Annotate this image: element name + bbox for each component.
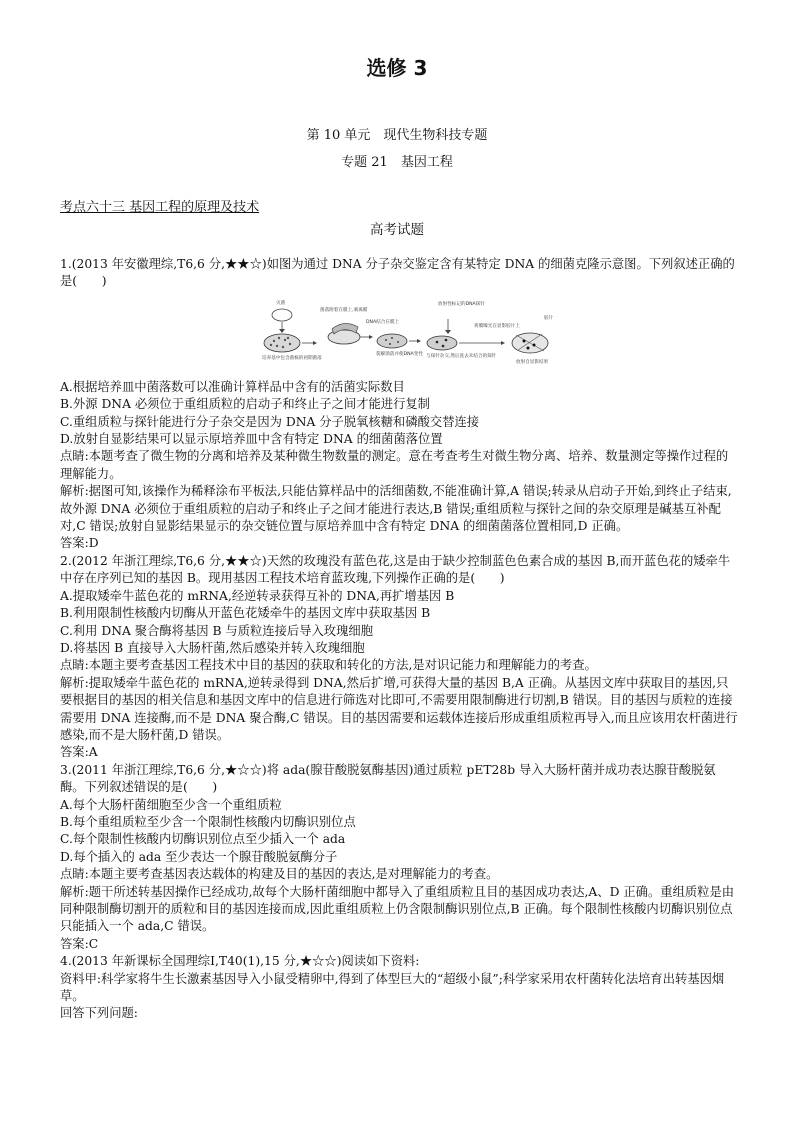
fig-label-10: 放射自显影结果 <box>516 359 549 365</box>
hybrid-membrane-icon <box>427 336 457 350</box>
q2-stem: 2.(2012 年浙江理综,T6,6 分,★★☆)天然的玫瑰没有蓝色花,这是由于缺少控制蓝色色素合成的基因 B,而开蓝色花的矮牵牛中存在序列已知的基因 B。现用基因工程技术培育蓝玫瑰,下列操作正确的是( ) <box>60 553 731 586</box>
q2-answer: 答案:A <box>60 745 98 760</box>
q2-option-b: B.利用限制性核酸内切酶从开蓝色花矮牵牛的基因文库中获取基因 B <box>60 606 431 621</box>
kaodian-heading: 考点六十三 基因工程的原理及技术 <box>60 200 260 215</box>
section-heading: 高考试题 <box>370 222 424 238</box>
q1-comment: 点睛:本题考查了微生物的分离和培养及某种微生物数量的测定。意在考查考生对微生物分离、培养、数量测定等操作过程的理解能力。 <box>60 449 729 481</box>
q3-analysis: 解析:题干所述转基因操作已经成功,故每个大肠杆菌细胞中都导入了重组质粒且目的基因成功表达,A、D 正确。重组质粒是由同种限制酶切割开的质粒和目的基因连接而成,因此重组质粒上仍含限制酶识别位点,B 正确。每个限制性核酸内切酶识别位点只能插入一个 ada,C 错误。 <box>60 884 735 934</box>
fig-label-2: 培养基中包含菌核的初期菌落 <box>262 355 322 361</box>
q2-option-a: A.提取矮牵牛蓝色花的 mRNA,经逆转录获得互补的 DNA,再扩增基因 B <box>60 588 455 603</box>
q1-analysis: 解析:据图可知,该操作为稀释涂布平板法,只能估算样品中的活细菌数,不能准确计算,A 错误;转录从启动子开始,到终止子结束,故外源 DNA 必须位于重组质粒的启动子和终止子之间才能进行表达,B 错误;重组质粒与探针之间的杂交原理是碱基互补配对,C 错误;放射自显影结果显示的杂交链位置与原培养皿中含有特定 DNA 的细菌菌落位置相同,D 正确。 <box>60 484 732 534</box>
q3-stem: 3.(2011 年浙江理综,T6,6 分,★☆☆)将 ada(腺苷酸脱氨酶基因)通过质粒 pET28b 导入大肠杆菌并成功表达腺苷酸脱氨酶。下列叙述错误的是( ) <box>60 762 716 795</box>
q1-figure <box>252 297 616 373</box>
q2-option-d: D.将基因 B 直接导入大肠杆菌,然后感染并转入玫瑰细胞 <box>60 640 365 655</box>
unit-heading: 第 10 单元 现代生物科技专题 <box>306 128 488 143</box>
q3-option-d: D.每个插入的 ada 至少表达一个腺苷酸脱氨酶分子 <box>60 849 338 864</box>
fig-label-5: 裂解菌落并使DNA变性 <box>376 351 423 357</box>
q4-material: 资料甲:科学家将牛生长激素基因导入小鼠受精卵中,得到了体型巨大的“超级小鼠”;科学家采用农杆菌转化法培育出转基因烟草。 <box>60 971 725 1004</box>
empty-dish-icon <box>272 309 292 321</box>
q1-stem: 1.(2013 年安徽理综,T6,6 分,★★☆)如图为通过 DNA 分子杂交鉴定含有某特定 DNA 的细菌克隆示意图。下列叙述正确的是( ) <box>60 257 735 289</box>
q3-option-c: C.每个限制性核酸内切酶识别位点至少插入一个 ada <box>60 832 346 847</box>
q3-comment: 点睛:本题主要考查基因表达载体的构建及目的基因的表达,是对理解能力的考查。 <box>60 867 499 882</box>
question-body <box>60 256 740 1023</box>
q1-option-b: B.外源 DNA 必须位于重组质粒的启动子和终止子之间才能进行复制 <box>60 397 430 412</box>
fig-label-7: 与探针杂交,然后洗去未结合的探针 <box>426 353 497 359</box>
colony-dish-icon <box>264 334 300 352</box>
q2-option-c: C.利用 DNA 聚合酶将基因 B 与质粒连接后导入玫瑰细胞 <box>60 623 373 638</box>
fig-label-3: 菌落附着在膜上,剥离膜 <box>320 307 368 313</box>
fig-label-8: 将膜曝光在显影胶片上 <box>474 323 520 329</box>
q4-stem: 4.(2013 年新课标全国理综Ⅰ,T40(1),15 分,★☆☆)阅读如下资料: <box>60 954 420 969</box>
q2-comment: 点睛:本题主要考查基因工程技术中目的基因的获取和转化的方法,是对识记能力和理解能力的考查。 <box>60 658 597 673</box>
q3-option-a: A.每个大肠杆菌细胞至少含一个重组质粒 <box>60 797 282 812</box>
page-title: 选修 3 <box>366 56 428 80</box>
membrane-dna-icon <box>377 334 407 348</box>
fig-label-4: DNA结合在膜上 <box>366 319 400 325</box>
q4-prompt: 回答下列问题: <box>60 1006 138 1021</box>
topic-heading: 专题 21 基因工程 <box>341 155 453 170</box>
fig-label-6: 放射性标记的DNA探针 <box>438 301 485 307</box>
q3-option-b: B.每个重组质粒至少含一个限制性核酸内切酶识别位点 <box>60 814 356 829</box>
fig-label-9: 胶片 <box>544 315 554 321</box>
q1-option-a: A.根据培养皿中菌落数可以准确计算样品中含有的活菌实际数目 <box>60 379 405 394</box>
q3-answer: 答案:C <box>60 936 99 951</box>
fig-label-1: 灭菌 <box>276 300 286 306</box>
q1-answer: 答案:D <box>60 536 99 551</box>
dna-hybridization-diagram <box>252 297 616 373</box>
q1-option-d: D.放射自显影结果可以显示原培养皿中含有特定 DNA 的细菌菌落位置 <box>60 432 443 447</box>
q1-option-c: C.重组质粒与探针能进行分子杂交是因为 DNA 分子脱氧核糖和磷酸交替连接 <box>60 414 480 429</box>
q2-analysis: 解析:提取矮牵牛蓝色花的 mRNA,逆转录得到 DNA,然后扩增,可获得大量的基因 B,A 正确。从基因文库中获取目的基因,只要根据目的基因的相关信息和基因文库中的信息进行筛选对比即可,不需要用限制酶进行切割,B 错误。目的基因与质粒的连接需要用 DNA 连接酶,而不是 DNA 聚合酶,C 错误。目的基因需要和运载体连接后形成重组质粒再导入,而且应该用农杆菌进行感染,而不是大肠杆菌,D 错误。 <box>60 675 738 742</box>
